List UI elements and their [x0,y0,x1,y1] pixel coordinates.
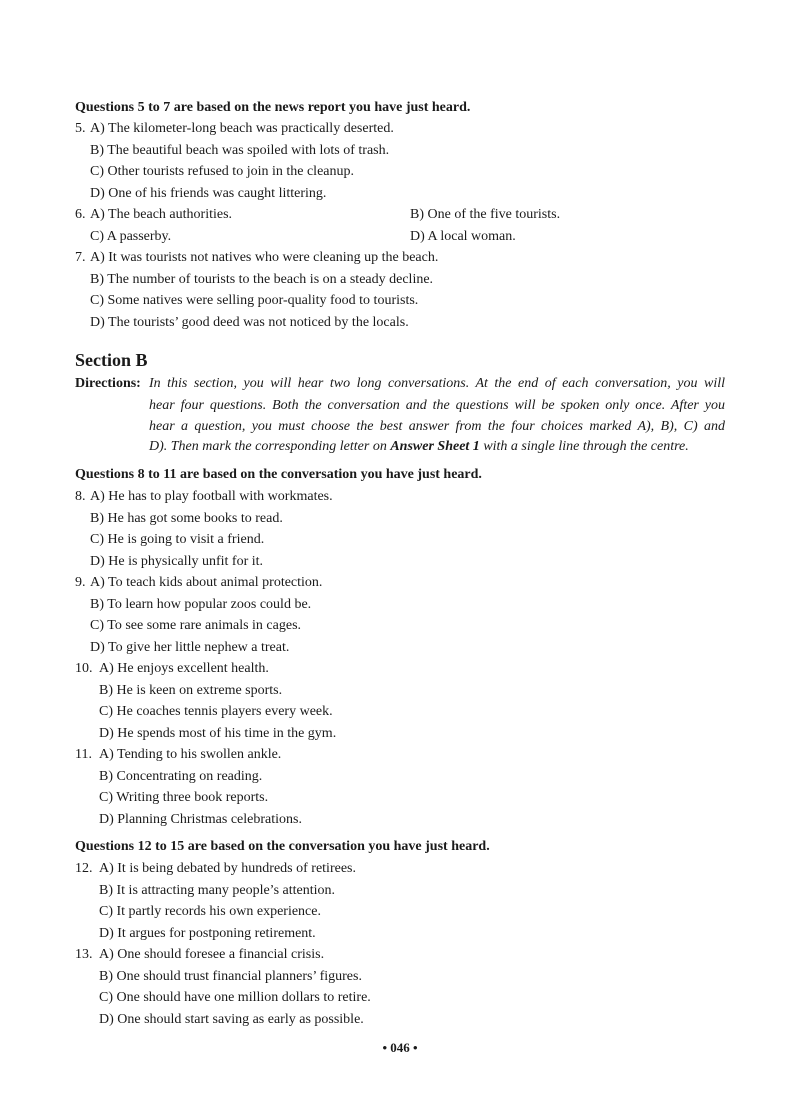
answer-sheet-emphasis: Answer Sheet 1 [390,439,480,454]
section-title: Section B [75,350,148,370]
answer-option: A) To teach kids about animal protection. [90,575,323,590]
answer-option: A) Tending to his swollen ankle. [99,747,282,762]
question-group-heading: Questions 5 to 7 are based on the news report you have just heard. [75,100,471,115]
question-group-heading: Questions 8 to 11 are based on the conversation you have just heard. [75,467,482,482]
answer-option: D) Planning Christmas celebrations. [99,812,302,827]
answer-option: C) He is going to visit a friend. [90,532,265,547]
answer-option: D) He is physically unfit for it. [90,554,264,569]
answer-option: C) A passerby. [90,229,172,244]
answer-option: D) He spends most of his time in the gym. [99,726,337,741]
question-number: 8. [75,489,86,504]
directions-text-part: D). Then mark the corresponding letter on [149,439,391,454]
answer-option: B) To learn how popular zoos could be. [90,597,312,612]
question-number: 9. [75,575,86,590]
answer-option: B) It is attracting many people’s attention. [99,883,335,898]
answer-option: C) Other tourists refused to join in the cleanup. [90,164,354,179]
answer-option: C) Writing three book reports. [99,790,269,805]
answer-option: B) He is keen on extreme sports. [99,683,283,698]
answer-option: C) He coaches tennis players every week. [99,704,333,719]
answer-option: D) The tourists’ good deed was not noticed by the locals. [90,315,409,330]
question-number: 5. [75,121,86,136]
answer-option: C) It partly records his own experience. [99,904,321,919]
question-number: 10. [75,661,93,676]
answer-option: C) To see some rare animals in cages. [90,618,302,633]
answer-option: A) The kilometer-long beach was practically deserted. [90,121,394,136]
answer-option: B) The beautiful beach was spoiled with lots of trash. [90,143,390,158]
answer-option: A) It was tourists not natives who were cleaning up the beach. [90,250,439,265]
answer-option: C) One should have one million dollars to retire. [99,990,371,1005]
question-number: 7. [75,250,86,265]
answer-option: D) A local woman. [410,229,516,244]
directions-text: hear a question, you must choose the best answer from the four choices marked A), B), C) and [149,419,725,434]
question-number: 12. [75,861,93,876]
answer-option: A) The beach authorities. [90,207,233,222]
page-number: • 046 • [382,1040,418,1055]
answer-option: B) He has got some books to read. [90,511,283,526]
answer-option: C) Some natives were selling poor-quality food to tourists. [90,293,419,308]
directions-text [149,439,689,455]
directions-text-part: with a single line through the centre. [479,439,689,454]
directions-label: Directions: [75,376,141,391]
answer-option: B) One of the five tourists. [410,207,561,222]
answer-option: A) One should foresee a financial crisis. [99,947,325,962]
answer-option: D) To give her little nephew a treat. [90,640,290,655]
answer-option: B) One should trust financial planners’ figures. [99,969,362,984]
answer-option: B) Concentrating on reading. [99,769,263,784]
question-number: 6. [75,207,86,222]
answer-option: B) The number of tourists to the beach is on a steady decline. [90,272,434,287]
answer-option: A) He has to play football with workmates. [90,489,333,504]
directions-text: hear four questions. Both the conversation and the questions will be spoken only once. After you [149,398,725,413]
answer-option: A) He enjoys excellent health. [99,661,269,676]
question-number: 11. [75,747,92,762]
answer-option: A) It is being debated by hundreds of retirees. [99,861,356,876]
answer-option: D) One of his friends was caught littering. [90,186,327,201]
directions-text: In this section, you will hear two long conversations. At the end of each conversation, you will [149,376,725,391]
question-number: 13. [75,947,93,962]
answer-option: D) It argues for postponing retirement. [99,926,316,941]
question-group-heading: Questions 12 to 15 are based on the conversation you have just heard. [75,839,490,854]
answer-option: D) One should start saving as early as possible. [99,1012,364,1027]
